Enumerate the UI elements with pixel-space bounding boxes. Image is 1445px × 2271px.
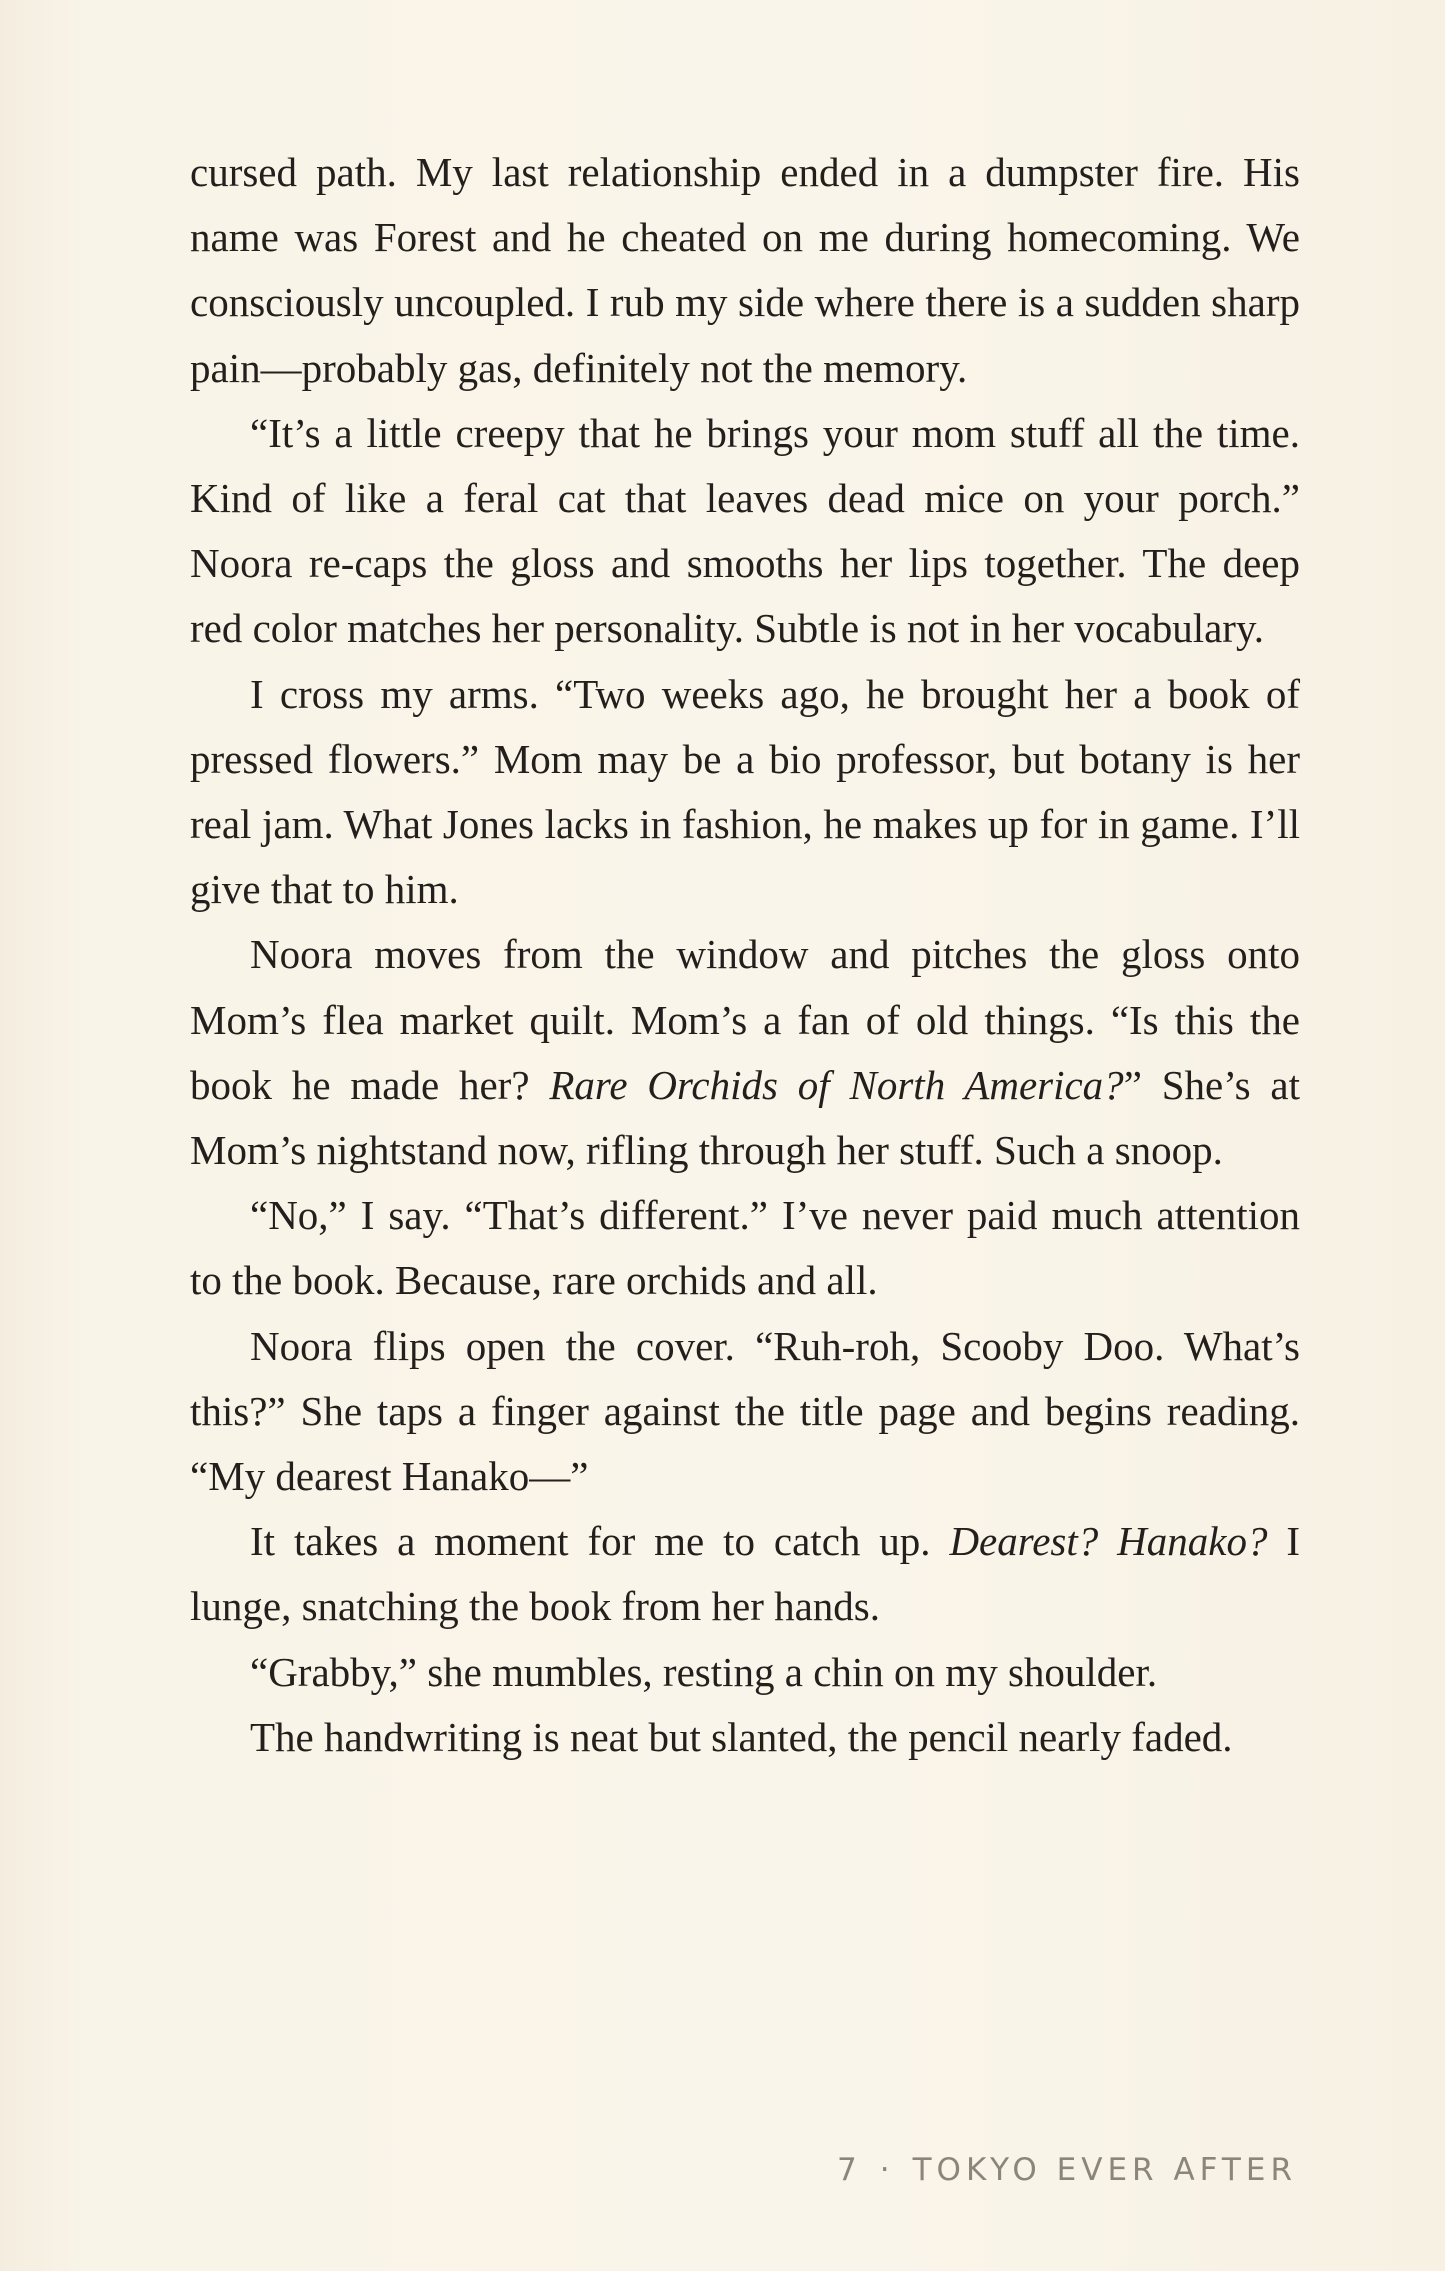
paragraph-4 [190,922,1300,1183]
page-body-text [190,140,1300,1770]
paragraph-2: “It’s a little creepy that he brings your mom stuff all the time. Kind of like a feral cat that leaves dead mice on your porch.” Noora re-caps the gloss and smooths her lips together. The deep red color matches her personality. Subtle is not in her vocabulary. [190,409,1300,652]
paragraph-7-start: It takes a moment for me to catch up. [250,1518,950,1565]
book-title: TOKYO EVER AFTER [912,2152,1297,2188]
paragraph-1: cursed path. My last relationship ended in a dumpster fire. His name was Forest and he cheated on me during homecoming. We consciously uncoupled. I rub my side where there is a sudden sharp pain—probably gas, definitely not the memory. [190,149,1300,391]
paragraph-7-end: I lunge, snatching the book from her hands. [190,1518,1301,1630]
paragraph-4-book-title: Rare Orchids of North America? [549,1061,1124,1108]
paragraph-5: “No,” I say. “That’s different.” I’ve never paid much attention to the book. Because, rare orchids and all. [190,1192,1300,1304]
paragraph-8: “Grabby,” she mumbles, resting a chin on my shoulder. [250,1648,1158,1695]
paragraph-4-start: Noora moves from the window and pitches the gloss onto Mom’s flea market quilt. Mom’s a fan of old things. “Is this the book he made her? [190,931,1300,1108]
footer-separator: · [879,2152,895,2188]
paragraph-3: I cross my arms. “Two weeks ago, he brought her a book of pressed flowers.” Mom may be a bio professor, but botany is her real jam. What Jones lacks in fashion, he makes up for in game. I’ll give that to him. [190,670,1300,913]
paragraph-7 [190,1509,1300,1639]
paragraph-6: Noora flips open the cover. “Ruh-roh, Scooby Doo. What’s this?” She taps a finger against the title page and begins reading. “My dearest Hanako—” [190,1322,1300,1500]
paragraph-9: The handwriting is neat but slanted, the pencil nearly faded. [250,1713,1233,1760]
paragraph-4-end: ” She’s at Mom’s nightstand now, rifling through her stuff. Such a snoop. [190,1061,1300,1174]
paragraph-7-emphasis: Dearest? Hanako? [949,1518,1268,1565]
page-number: 7 [837,2152,862,2188]
running-footer [837,2152,1297,2188]
